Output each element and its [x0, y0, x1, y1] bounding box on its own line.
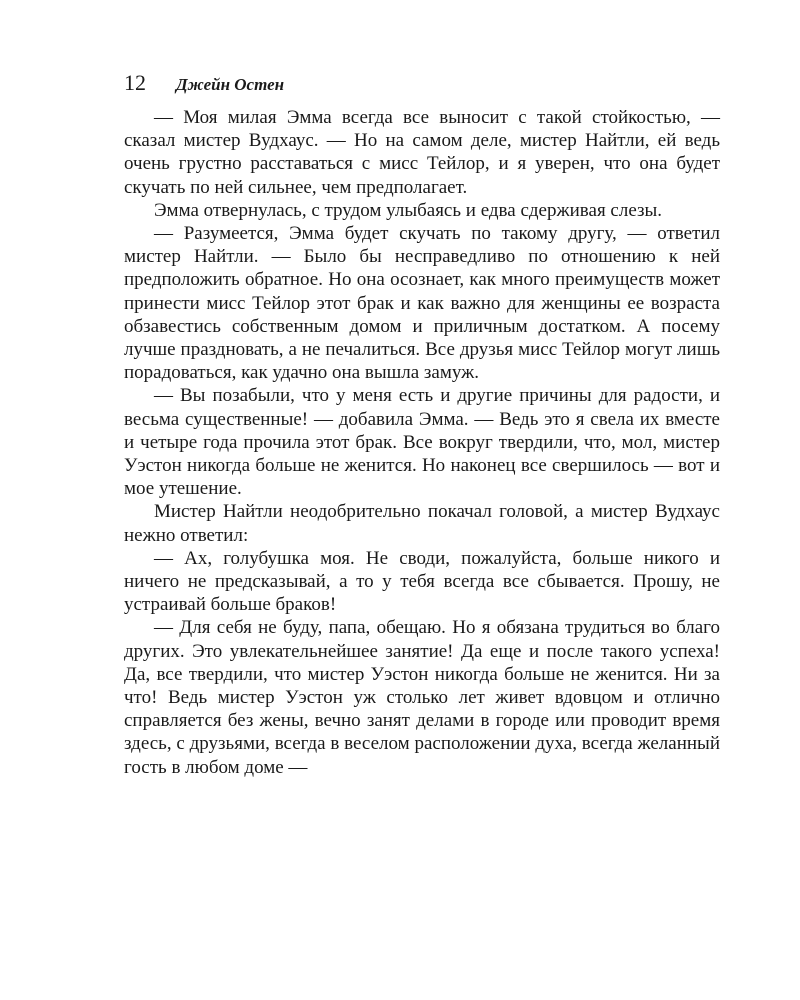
paragraph: — Разумеется, Эмма будет скучать по такому другу, — ответил мистер Найтли. — Было бы несправедливо по отношению к ней предположить обратное. Но она осознает, как много преимуществ может принести мисс Тейлор этот брак и как важно для женщины ее возраста обзавестись собственным домом и приличным достатком. А посему лучше праздновать, а не печалиться. Все друзья мисс Тейлор могут лишь порадоваться, как удачно она вышла замуж. — [124, 223, 720, 384]
paragraph: Эмма отвернулась, с трудом улыбаясь и едва сдерживая слезы. — [154, 199, 663, 221]
body-text — [124, 106, 720, 779]
page-number: 12 — [124, 70, 146, 95]
running-title: Джейн Остен — [176, 75, 285, 94]
paragraph: — Вы позабыли, что у меня есть и другие причины для радости, и весьма существенные! — добавила Эмма. — Ведь это я свела их вместе и четыре года прочила этот брак. Все вокруг твердили, что, мол, мистер Уэстон никогда больше не женится. Но наконец все свершилось — вот и мое утешение. — [124, 385, 720, 500]
paragraph: Мистер Найтли неодобрительно покачал головой, а мистер Вудхаус нежно ответил: — [124, 501, 720, 546]
paragraph: — Для себя не буду, папа, обещаю. Но я обязана трудиться во благо других. Это увлекательнейшее занятие! Да еще и после такого успеха! Да, все твердили, что мистер Уэстон никогда больше не женится. Ни за что! Ведь мистер Уэстон уж столько лет живет вдовцом и отлично справляется без жены, вечно занят делами в городе или проводит время здесь, с друзьями, всегда в веселом расположении духа, всегда желанный гость в любом доме — — [124, 617, 720, 778]
page-header — [124, 70, 720, 106]
book-page — [124, 70, 720, 779]
paragraph: — Моя милая Эмма всегда все выносит с такой стойкостью, — сказал мистер Вудхаус. — Но на самом деле, мистер Найтли, ей ведь очень грустно расставаться с мисс Тейлор, и я уверен, что она будет скучать по ней сильнее, чем предполагает. — [124, 107, 720, 198]
paragraph: — Ах, голубушка моя. Не своди, пожалуйста, больше никого и ничего не предсказывай, а то у тебя всегда все сбывается. Прошу, не устраивай больше браков! — [124, 547, 720, 616]
